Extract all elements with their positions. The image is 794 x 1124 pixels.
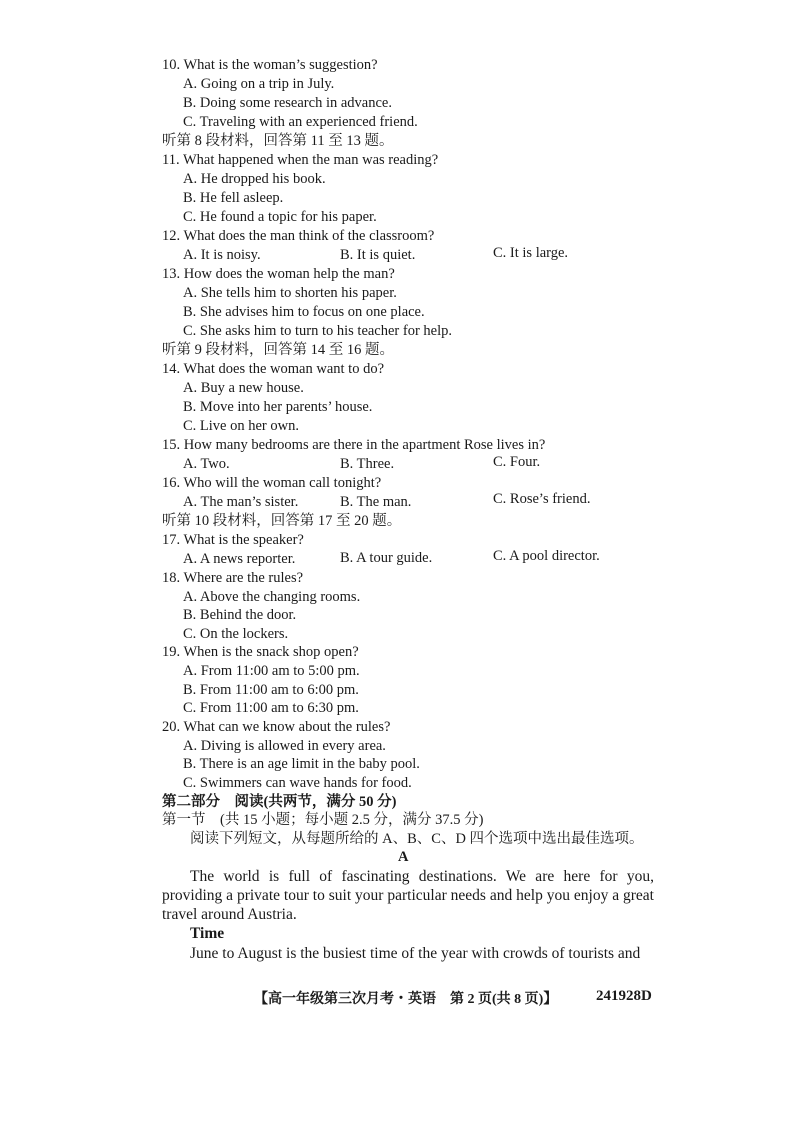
question-19-stem: 19. When is the snack shop open?	[162, 644, 359, 660]
question-20-option-c: C. Swimmers can wave hands for food.	[183, 775, 412, 791]
question-11-option-c: C. He found a topic for his paper.	[183, 209, 377, 225]
question-11-option-a: A. He dropped his book.	[183, 171, 326, 187]
question-16-option-a: A. The man’s sister.	[183, 494, 299, 510]
question-15-option-a: A. Two.	[183, 456, 230, 472]
passage-letter: A	[398, 849, 409, 865]
question-11-option-b: B. He fell asleep.	[183, 190, 284, 206]
question-11-stem: 11. What happened when the man was reading?	[162, 152, 439, 168]
question-20-option-a: A. Diving is allowed in every area.	[183, 738, 386, 754]
question-19-option-b: B. From 11:00 am to 6:00 pm.	[183, 682, 359, 698]
question-15-option-c: C. Four.	[493, 454, 541, 470]
reading-instruction: 阅读下列短文，从每题所给的 A、B、C、D 四个选项中选出最佳选项。	[190, 831, 644, 847]
question-14-option-b: B. Move into her parents’ house.	[183, 399, 373, 415]
question-13-option-a: A. She tells him to shorten his paper.	[183, 285, 397, 301]
question-16-option-b: B. The man.	[340, 494, 412, 510]
passage-paragraph-1: The world is full of fascinating destinations. We are here for you, providing a private tour to suit your particular needs and help you enjoy a great travel around Austria.	[162, 868, 654, 923]
question-20-option-b: B. There is an age limit in the baby pool.	[183, 756, 420, 772]
passage-subheading: Time	[190, 925, 225, 942]
question-13-option-c: C. She asks him to turn to his teacher for help.	[183, 323, 453, 339]
question-18-stem: 18. Where are the rules?	[162, 570, 304, 586]
question-14-option-a: A. Buy a new house.	[183, 380, 304, 396]
question-18-option-b: B. Behind the door.	[183, 607, 297, 623]
question-16-option-c: C. Rose’s friend.	[493, 491, 591, 507]
question-13-stem: 13. How does the woman help the man?	[162, 266, 395, 282]
question-15-stem: 15. How many bedrooms are there in the apartment Rose lives in?	[162, 437, 546, 453]
question-12-option-b: B. It is quiet.	[340, 247, 416, 263]
segment-8-instruction: 听第 8 段材料，回答第 11 至 13 题。	[162, 133, 394, 149]
page-footer: 【高一年级第三次月考・英语 第 2 页(共 8 页)】	[254, 992, 558, 1007]
question-18-option-c: C. On the lockers.	[183, 626, 289, 642]
question-20-stem: 20. What can we know about the rules?	[162, 719, 391, 735]
part-2-heading: 第二部分 阅读(共两节，满分 50 分)	[162, 794, 397, 810]
question-10-option-b: B. Doing some research in advance.	[183, 95, 392, 111]
question-17-stem: 17. What is the speaker?	[162, 532, 304, 548]
question-14-stem: 14. What does the woman want to do?	[162, 361, 385, 377]
paper-code: 241928D	[596, 988, 652, 1004]
question-12-stem: 12. What does the man think of the classroom?	[162, 228, 435, 244]
question-13-option-b: B. She advises him to focus on one place.	[183, 304, 425, 320]
question-19-option-c: C. From 11:00 am to 6:30 pm.	[183, 700, 359, 716]
question-17-option-a: A. A news reporter.	[183, 551, 296, 567]
question-12-option-c: C. It is large.	[493, 245, 569, 261]
question-14-option-c: C. Live on her own.	[183, 418, 299, 434]
question-19-option-a: A. From 11:00 am to 5:00 pm.	[183, 663, 360, 679]
question-10-stem: 10. What is the woman’s suggestion?	[162, 57, 378, 73]
question-10-option-c: C. Traveling with an experienced friend.	[183, 114, 418, 130]
section-1-heading: 第一节 (共 15 小题；每小题 2.5 分，满分 37.5 分)	[162, 812, 484, 828]
passage-paragraph-2: June to August is the busiest time of the year with crowds of tourists and	[190, 945, 641, 962]
segment-10-instruction: 听第 10 段材料，回答第 17 至 20 题。	[162, 513, 402, 529]
question-18-option-a: A. Above the changing rooms.	[183, 589, 361, 605]
question-16-stem: 16. Who will the woman call tonight?	[162, 475, 382, 491]
question-15-option-b: B. Three.	[340, 456, 395, 472]
question-10-option-a: A. Going on a trip in July.	[183, 76, 335, 92]
question-17-option-c: C. A pool director.	[493, 548, 600, 564]
segment-9-instruction: 听第 9 段材料，回答第 14 至 16 题。	[162, 342, 394, 358]
question-17-option-b: B. A tour guide.	[340, 550, 433, 566]
question-12-option-a: A. It is noisy.	[183, 247, 261, 263]
